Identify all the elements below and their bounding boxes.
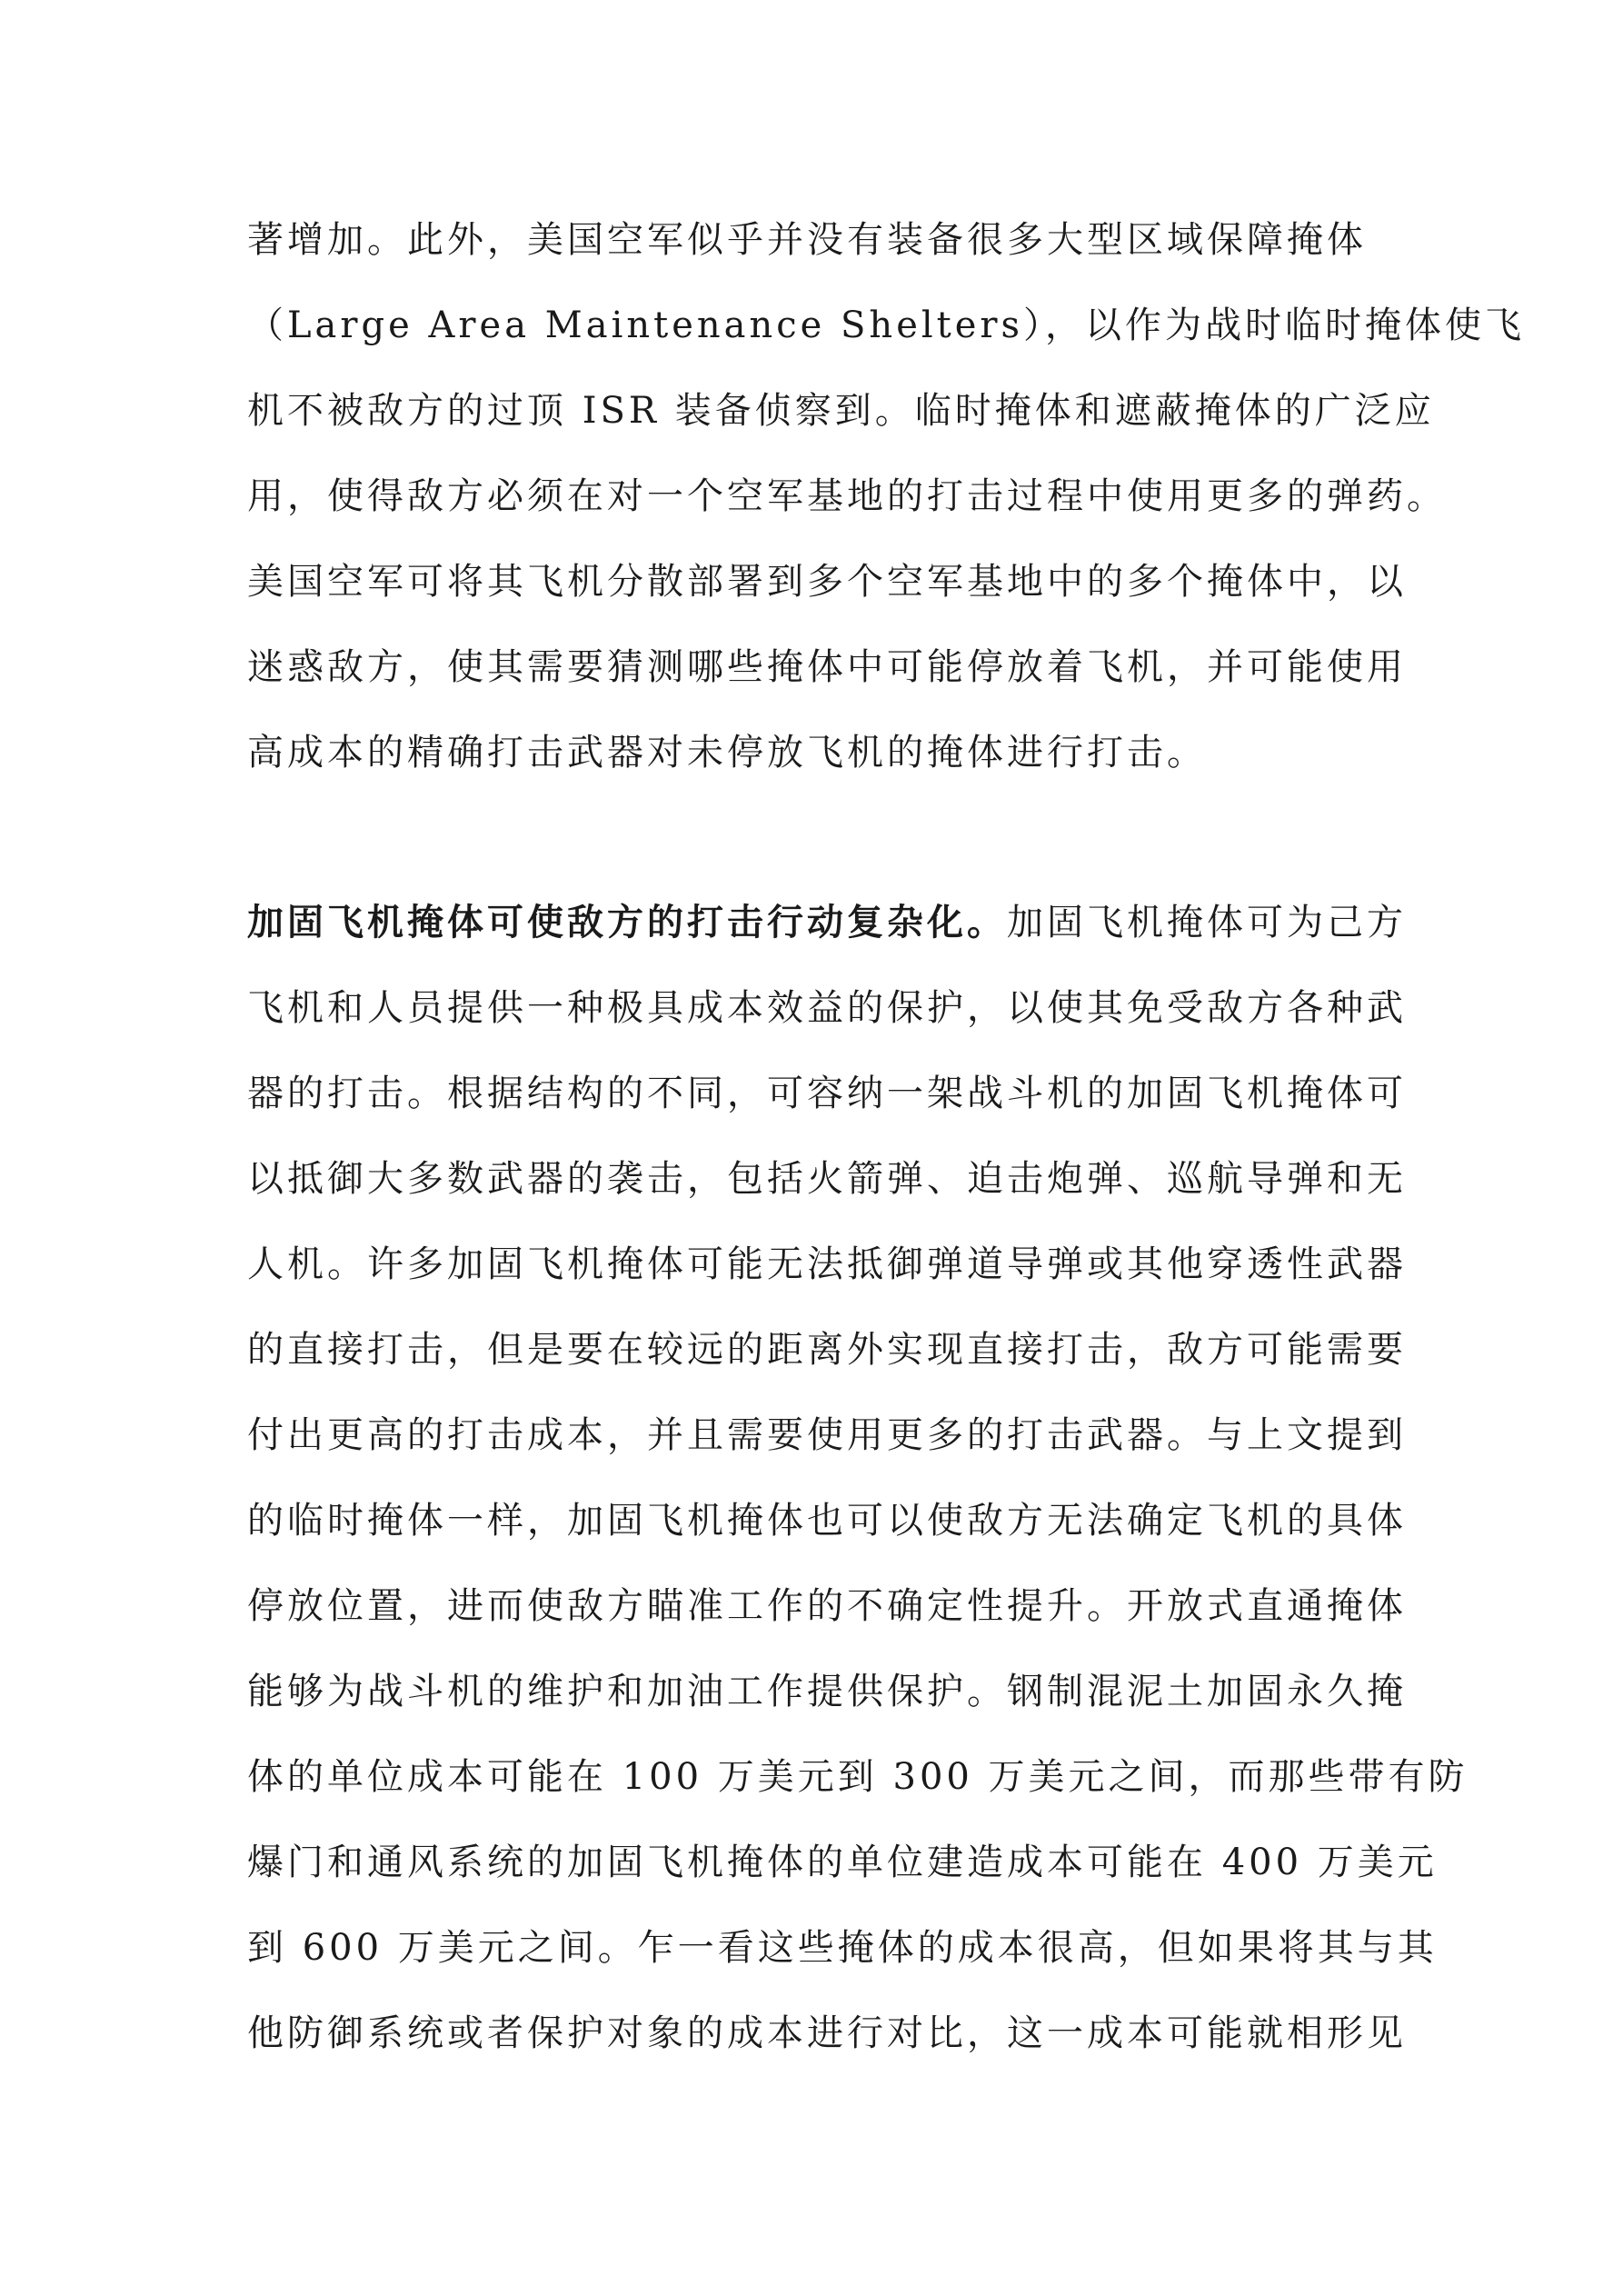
text-line: 著增加。此外，美国空军似乎并没有装备很多大型区域保障掩体 (247, 219, 1367, 261)
text-line: 美国空军可将其飞机分散部署到多个空军基地中的多个掩体中，以 (247, 561, 1407, 603)
text-line: 机不被敌方的过顶 ISR 装备侦察到。临时掩体和遮蔽掩体的广泛应 (247, 390, 1435, 432)
text-line: 爆门和通风系统的加固飞机掩体的单位建造成本可能在 400 万美元 (247, 1842, 1438, 1883)
text-line: 人机。许多加固飞机掩体可能无法抵御弹道导弹或其他穿透性武器 (247, 1243, 1407, 1285)
text-line: 迷惑敌方，使其需要猜测哪些掩体中可能停放着飞机，并可能使用 (247, 646, 1407, 688)
paragraph-heading: 加固飞机掩体可使敌方的打击行动复杂化。 (247, 901, 1007, 943)
text-line: 的临时掩体一样，加固飞机掩体也可以使敌方无法确定飞机的具体 (247, 1500, 1407, 1542)
text-line: 他防御系统或者保护对象的成本进行对比，这一成本可能就相形见 (247, 2012, 1407, 2054)
text-line: 付出更高的打击成本，并且需要使用更多的打击武器。与上文提到 (247, 1414, 1407, 1456)
text-line: 器的打击。根据结构的不同，可容纳一架战斗机的加固飞机掩体可 (247, 1073, 1407, 1114)
first-line-rest: 加固飞机掩体可为己方 (1007, 902, 1407, 943)
paragraph-1 (247, 197, 1526, 795)
text-line: 停放位置，进而使敌方瞄准工作的不确定性提升。开放式直通掩体 (247, 1585, 1407, 1627)
text-line: 高成本的精确打击武器对未停放飞机的掩体进行打击。 (247, 732, 1207, 774)
text-line-first (247, 880, 1407, 965)
text-line: 用，使得敌方必须在对一个空军基地的打击过程中使用更多的弹药。 (247, 475, 1447, 517)
text-line: 的直接打击，但是要在较远的距离外实现直接打击，敌方可能需要 (247, 1329, 1407, 1371)
text-line: 飞机和人员提供一种极具成本效益的保护，以使其免受敌方各种武 (247, 987, 1407, 1029)
text-line: 体的单位成本可能在 100 万美元到 300 万美元之间，而那些带有防 (247, 1756, 1469, 1798)
text-line: （Large Area Maintenance Shelters），以作为战时临时掩体使飞 (247, 304, 1526, 346)
text-line: 到 600 万美元之间。乍一看这些掩体的成本很高，但如果将其与其 (247, 1927, 1438, 1969)
text-line: 能够为战斗机的维护和加油工作提供保护。钢制混泥土加固永久掩 (247, 1671, 1407, 1712)
paragraph-2 (247, 880, 1469, 2076)
text-line: 以抵御大多数武器的袭击，包括火箭弹、迫击炮弹、巡航导弹和无 (247, 1158, 1407, 1200)
